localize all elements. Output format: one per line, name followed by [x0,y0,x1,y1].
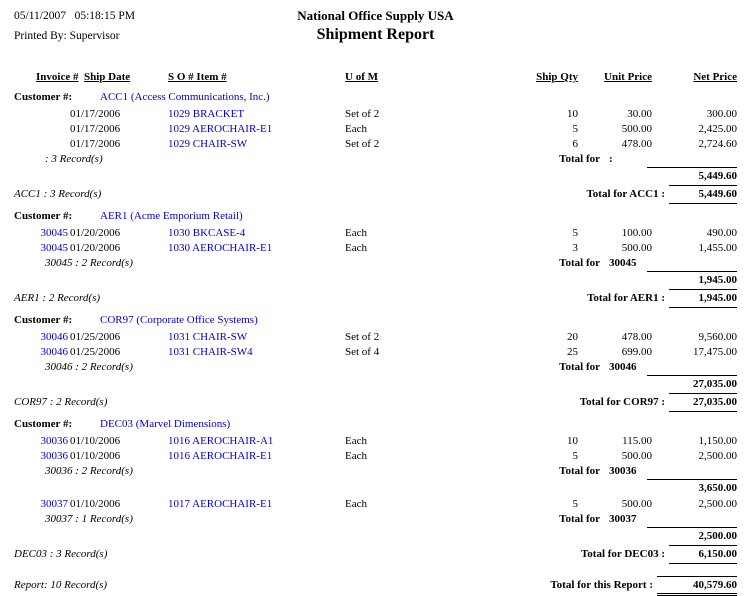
customer-header [14,89,737,105]
uom-value: Set of 2 [345,108,380,120]
ship-date: 01/10/2006 [70,435,121,447]
ship-qty-value: 5 [572,123,578,135]
col-header-invoice: Invoice # [36,71,79,83]
report-record-count: Report: 10 Record(s) [14,579,108,591]
ship-date: 01/25/2006 [70,346,121,358]
net-price-value: 9,560.00 [698,331,737,343]
group-total-row [14,545,737,564]
report-header [14,6,737,56]
customer-label: Customer #: [14,314,73,326]
ship-qty-value: 3 [572,242,578,254]
ship-qty-value: 10 [567,108,578,120]
total-for-label: Total for [559,361,600,373]
unit-price-value: 115.00 [622,435,652,447]
customer-group [14,208,737,308]
column-headers [14,70,737,85]
invoice-record-count: 30037 : 1 Record(s) [45,513,133,525]
ship-qty-value: 5 [572,450,578,462]
total-for-invoice: 30036 [609,465,637,477]
invoice-subtotal-value: 27,035.00 [647,375,737,391]
invoice-number-link[interactable]: 30045 [40,227,68,239]
so-item-link[interactable]: 1029 AEROCHAIR-E1 [168,123,273,135]
col-header-ship-date: Ship Date [84,71,131,83]
customer-header [14,416,737,432]
net-price-value: 2,724.60 [698,138,737,150]
customer-header [14,312,737,328]
invoice-subtotal-header [14,512,737,526]
ship-qty-value: 25 [567,346,578,358]
group-total-label: Total for COR97 : [579,396,665,408]
unit-price-value: 699.00 [621,346,652,358]
so-item-link[interactable]: 1031 CHAIR-SW4 [168,346,253,358]
report-total-value: 40,579.60 [657,576,737,596]
col-header-net-price: Net Price [693,71,737,83]
group-total-value: 5,449.60 [669,185,737,204]
table-row [14,497,737,511]
group-total-row [14,289,737,308]
so-item-link[interactable]: 1029 BRACKET [168,108,245,120]
ship-date: 01/20/2006 [70,227,121,239]
total-for-invoice: 30037 [609,513,637,525]
table-row [14,122,737,136]
ship-date: 01/17/2006 [70,123,121,135]
spacer [14,70,36,85]
uom-value: Set of 2 [345,138,380,150]
customer-label: Customer #: [14,91,73,103]
invoice-subtotal-value: 2,500.00 [647,527,737,543]
ship-date: 01/17/2006 [70,138,121,150]
report-total-label: Total for this Report : [550,579,653,591]
group-total-value: 1,945.00 [669,289,737,308]
ship-date: 01/25/2006 [70,331,121,343]
ship-qty-value: 5 [572,227,578,239]
net-price-value: 17,475.00 [693,346,737,358]
net-price-value: 2,425.00 [698,123,737,135]
total-for-invoice: 30045 [609,257,637,269]
uom-value: Each [345,498,367,510]
total-for-invoice: 30046 [609,361,637,373]
table-row [14,137,737,151]
invoice-number-link[interactable]: 30045 [40,242,68,254]
invoice-subtotal-header [14,152,737,166]
table-row [14,107,737,121]
customer-label: Customer #: [14,418,73,430]
customer-group [14,89,737,204]
unit-price-value: 100.00 [621,227,652,239]
customer-link[interactable]: AER1 (Acme Emporium Retail) [100,210,243,222]
net-price-value: 1,455.00 [698,242,737,254]
uom-value: Each [345,123,367,135]
report-title: Shipment Report [316,26,435,43]
table-row [14,434,737,448]
ship-date: 01/20/2006 [70,242,121,254]
uom-value: Each [345,242,367,254]
unit-price-value: 478.00 [621,331,652,343]
total-for-label: Total for [559,153,600,165]
net-price-value: 490.00 [706,227,737,239]
ship-qty-value: 6 [572,138,578,150]
group-total-row [14,185,737,204]
uom-value: Each [345,435,367,447]
group-total-label: Total for DEC03 : [580,548,665,560]
invoice-number-link[interactable]: 30046 [40,331,68,343]
invoice-record-count: : 3 Record(s) [45,153,103,165]
group-total-label: Total for ACC1 : [586,188,665,200]
group-total-label: Total for AER1 : [587,292,665,304]
group-record-count: COR97 : 2 Record(s) [14,396,108,408]
group-total-value: 27,035.00 [669,393,737,412]
unit-price-value: 500.00 [621,498,652,510]
table-row [14,241,737,255]
invoice-subtotal-row [14,479,737,495]
ship-date: 01/10/2006 [70,450,121,462]
so-item-link[interactable]: 1030 AEROCHAIR-E1 [168,242,273,254]
group-total-row [14,393,737,412]
table-row [14,226,737,240]
net-price-value: 300.00 [706,108,737,120]
customer-group [14,312,737,412]
col-header-uom: U of M [345,71,378,83]
group-total-value: 6,150.00 [669,545,737,564]
so-item-link[interactable]: 1029 CHAIR-SW [168,138,248,150]
invoice-subtotal-row [14,167,737,183]
ship-qty-value: 5 [572,498,578,510]
unit-price-value: 500.00 [621,242,652,254]
invoice-number-link[interactable]: 30036 [40,435,68,447]
invoice-number-link[interactable]: 30037 [40,498,68,510]
invoice-subtotal-value: 5,449.60 [647,167,737,183]
col-header-ship-qty: Ship Qty [536,71,578,83]
table-row [14,449,737,463]
total-for-label: Total for [559,465,600,477]
net-price-value: 2,500.00 [698,498,737,510]
customer-header [14,208,737,224]
invoice-subtotal-row [14,271,737,287]
so-item-link[interactable]: 1016 AEROCHAIR-A1 [168,435,274,447]
table-row [14,345,737,359]
print-datetime: 05/11/2007 05:18:15 PM [14,10,135,22]
invoice-record-count: 30046 : 2 Record(s) [45,361,133,373]
uom-value: Each [345,227,367,239]
total-for-invoice: : [609,153,613,165]
net-price-value: 1,150.00 [698,435,737,447]
invoice-subtotal-header [14,464,737,478]
customer-group [14,416,737,564]
uom-value: Set of 2 [345,331,380,343]
invoice-subtotal-value: 3,650.00 [647,479,737,495]
customer-label: Customer #: [14,210,73,222]
table-row [14,330,737,344]
unit-price-value: 500.00 [621,450,652,462]
invoice-number-link[interactable]: 30046 [40,346,68,358]
col-header-unit-price: Unit Price [604,71,652,83]
ship-date: 01/10/2006 [70,498,121,510]
so-item-link[interactable]: 1016 AEROCHAIR-E1 [168,450,273,462]
company-name: National Office Supply USA [297,8,454,23]
so-item-link[interactable]: 1030 BKCASE-4 [168,227,246,239]
unit-price-value: 478.00 [621,138,652,150]
group-record-count: AER1 : 2 Record(s) [14,292,101,304]
customer-link[interactable]: ACC1 (Access Communications, Inc.) [100,91,270,103]
net-price-value: 2,500.00 [698,450,737,462]
ship-qty-value: 20 [567,331,578,343]
unit-price-value: 500.00 [621,123,652,135]
invoice-subtotal-header [14,360,737,374]
invoice-subtotal-header [14,256,737,270]
report-footer [14,576,737,596]
unit-price-value: 30.00 [627,108,652,120]
total-for-label: Total for [559,513,600,525]
ship-qty-value: 10 [567,435,578,447]
customer-link[interactable]: DEC03 (Marvel Dimensions) [100,418,231,430]
customer-link[interactable]: COR97 (Corporate Office Systems) [100,314,258,326]
invoice-subtotal-value: 1,945.00 [647,271,737,287]
invoice-record-count: 30036 : 2 Record(s) [45,465,133,477]
so-item-link[interactable]: 1017 AEROCHAIR-E1 [168,498,273,510]
so-item-link[interactable]: 1031 CHAIR-SW [168,331,248,343]
invoice-subtotal-row [14,527,737,543]
printed-by: Printed By: Supervisor [14,30,120,42]
col-header-so-item: S O # Item # [168,71,227,83]
invoice-record-count: 30045 : 2 Record(s) [45,257,133,269]
total-for-label: Total for [559,257,600,269]
group-record-count: DEC03 : 3 Record(s) [14,548,108,560]
uom-value: Each [345,450,367,462]
ship-date: 01/17/2006 [70,108,121,120]
invoice-subtotal-row [14,375,737,391]
invoice-number-link[interactable]: 30036 [40,450,68,462]
uom-value: Set of 4 [345,346,380,358]
group-record-count: ACC1 : 3 Record(s) [14,188,102,200]
